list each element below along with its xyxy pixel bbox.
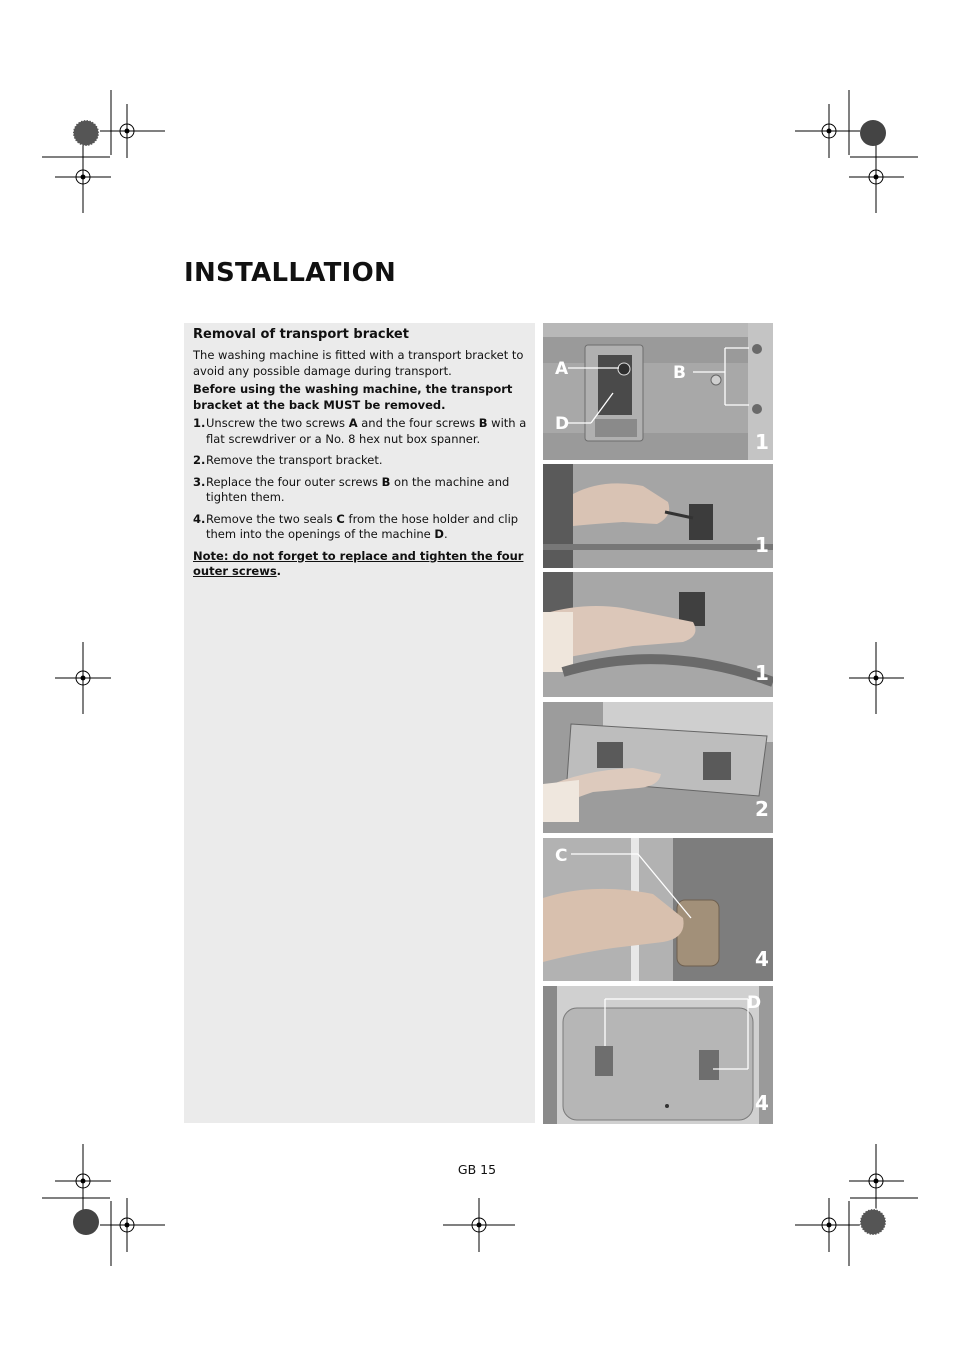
warning-text: Before using the washing machine, the transport bracket at the back MUST be removed. <box>193 382 513 412</box>
step-4: 4. Remove the two seals C from the hose holder and clip them into the openings of the machine D. <box>193 511 519 541</box>
photo-step-number: 1 <box>755 533 769 557</box>
label-c: C <box>555 846 568 866</box>
step-3: 3. Replace the four outer screws B on the machine and tighten them. <box>193 474 510 504</box>
photo-remove-screw <box>543 572 773 697</box>
intro-text: The washing machine is fitted with a transport bracket to avoid any possible damage during transport. <box>193 348 524 378</box>
photo-remove-bracket <box>543 702 773 833</box>
photo-remove-seals <box>543 838 773 981</box>
photo-step-number: 1 <box>755 430 769 454</box>
photo-step-number: 4 <box>755 947 769 971</box>
page-number: GB 15 <box>457 1162 497 1177</box>
label-b: B <box>673 363 686 383</box>
photo-bracket-screws <box>543 323 773 460</box>
page-title: INSTALLATION <box>184 258 397 288</box>
label-d-openings: D <box>747 993 762 1013</box>
label-d: D <box>555 414 570 434</box>
photo-step-number: 2 <box>755 797 769 821</box>
photo-seals-fitted <box>543 986 773 1124</box>
instructions <box>193 326 527 583</box>
note: Note: do not forget to replace and tighten the four outer screws. <box>193 548 524 578</box>
step-2: 2. Remove the transport bracket. <box>193 453 383 467</box>
step-1: 1. Unscrew the two screws A and the four screws B with a flat screwdriver or a No. 8 hex nut box spanner. <box>193 416 527 446</box>
section-heading: Removal of transport bracket <box>193 327 409 342</box>
steps-list <box>193 416 527 543</box>
photo-unscrew <box>543 464 773 568</box>
photo-step-number: 4 <box>755 1091 769 1115</box>
photo-step-number: 1 <box>755 661 769 685</box>
label-a: A <box>555 359 569 379</box>
